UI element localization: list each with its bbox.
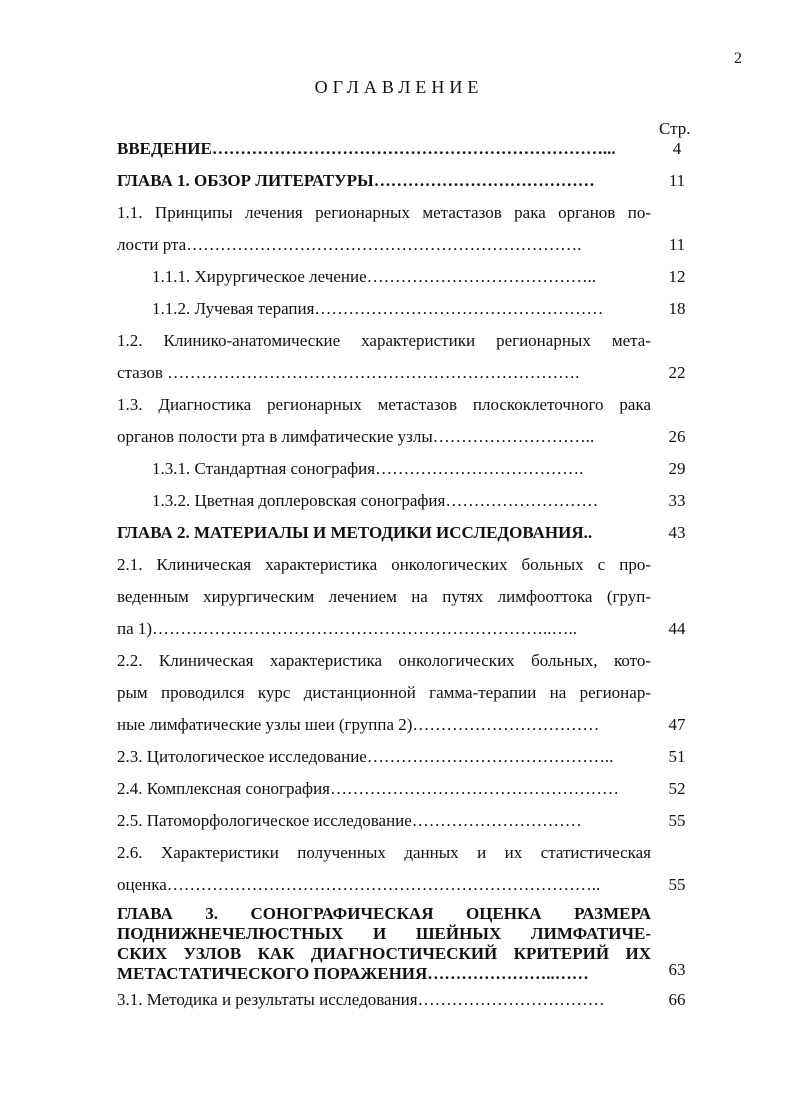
toc-entry-text: ВВЕДЕНИЕ……………………………………………………………... (117, 139, 616, 158)
toc-entry (0, 489, 798, 513)
toc-entry-page: 4 (672, 139, 682, 158)
toc-entry (0, 841, 798, 865)
toc-entry (0, 329, 798, 353)
toc-entry (0, 681, 798, 705)
toc-entry-text: органов полости рта в лимфатические узлы……………………….. (117, 427, 595, 446)
toc-entry-text: 2.1. Клиническая характеристика онкологических больных с про- (117, 555, 651, 574)
toc-entry-text: 2.2. Клиническая характеристика онкологических больных, кото- (117, 651, 651, 670)
toc-entry-page: 22 (668, 363, 686, 382)
toc-entry (0, 265, 798, 289)
toc-entry (0, 169, 798, 193)
toc-entry (0, 457, 798, 481)
toc-entry-page: 43 (668, 523, 686, 542)
toc-entry-page: 12 (668, 267, 686, 286)
toc-entry-text: 1.2. Клинико-анатомические характеристики регионарных мета- (117, 331, 651, 350)
toc-entry-text: МЕТАСТАТИЧЕСКОГО ПОРАЖЕНИЯ…………………..…… (117, 964, 589, 983)
toc-entry-text: стазов ………………………………………………………………. (117, 363, 580, 382)
toc-entry-text: лости рта……………………………………………………………. (117, 235, 582, 254)
toc-entry-text: 1.1.1. Хирургическое лечение………………………………….. (152, 267, 597, 286)
toc-entry (0, 988, 798, 1012)
toc-entry (0, 924, 798, 944)
toc-entry (0, 425, 798, 449)
toc-entry-text: 1.1. Принципы лечения регионарных метастазов рака органов по- (117, 203, 651, 222)
toc-entry-text: ные лимфатические узлы шеи (группа 2)…………………………… (117, 715, 600, 734)
page-column-label: Стр. (659, 119, 691, 138)
toc-entry-text: ПОДНИЖНЕЧЕЛЮСТНЫХ И ШЕЙНЫХ ЛИМФАТИЧЕ- (117, 924, 651, 943)
toc-entry (0, 904, 798, 924)
toc-entry-page: 66 (668, 990, 686, 1009)
toc-entry-page: 11 (668, 235, 686, 254)
toc-entry-text: 2.4. Комплексная сонография…………………………………………… (117, 779, 619, 798)
toc-entry-page: 18 (668, 299, 686, 318)
toc-entry (0, 617, 798, 641)
toc-entry-text: 2.6. Характеристики полученных данных и их статистическая (117, 843, 651, 862)
toc-entry-text: оценка………………………………………………………………….. (117, 875, 601, 894)
toc-entry-text: СКИХ УЗЛОВ КАК ДИАГНОСТИЧЕСКИЙ КРИТЕРИЙ ИХ (117, 944, 651, 963)
toc-entry-text: рым проводился курс дистанционной гамма-терапии на регионар- (117, 683, 651, 702)
toc-entry-page: 51 (668, 747, 686, 766)
toc-entry-page: 29 (668, 459, 686, 478)
toc-entry-page: 55 (668, 875, 686, 894)
toc-entry-text: 1.3. Диагностика регионарных метастазов плоскоклеточного рака (117, 395, 651, 414)
toc-entry-page: 11 (668, 171, 686, 190)
toc-entry (0, 873, 798, 897)
toc-entry (0, 137, 798, 161)
toc-entry (0, 393, 798, 417)
toc-entry (0, 745, 798, 769)
toc-entry-text: ГЛАВА 3. СОНОГРАФИЧЕСКАЯ ОЦЕНКА РАЗМЕРА (117, 904, 651, 923)
toc-entry-text: 1.1.2. Лучевая терапия…………………………………………… (152, 299, 604, 318)
toc-entry (0, 201, 798, 225)
toc-entry-page: 26 (668, 427, 686, 446)
toc-entry-page: 47 (668, 715, 686, 734)
toc-entry-page: 52 (668, 779, 686, 798)
toc-entry-text: 3.1. Методика и результаты исследования…………………………… (117, 990, 605, 1009)
toc-entry (0, 521, 798, 545)
toc-entry-page: 55 (668, 811, 686, 830)
toc-entry-page: 44 (668, 619, 686, 638)
toc-entry-text: ГЛАВА 1. ОБЗОР ЛИТЕРАТУРЫ………………………………… (117, 171, 595, 190)
toc-entry (0, 361, 798, 385)
toc-entry-text: па 1)……………………………………………………………..….. (117, 619, 578, 638)
toc-entry (0, 960, 798, 984)
toc-entry-text: веденным хирургическим лечением на путях лимфооттока (груп- (117, 587, 651, 606)
toc-entry-page: 33 (668, 491, 686, 510)
toc-entry (0, 585, 798, 609)
toc-entry-text: 2.5. Патоморфологическое исследование………………………… (117, 811, 582, 830)
toc-entry (0, 713, 798, 737)
page-number: 2 (734, 50, 742, 67)
toc-entry-text: 2.3. Цитологическое исследование…………………………………….. (117, 747, 614, 766)
toc-entry (0, 649, 798, 673)
toc-entry-text: 1.3.2. Цветная доплеровская сонография……………………… (152, 491, 599, 510)
toc-entry-page: 63 (668, 960, 686, 979)
toc-entry (0, 809, 798, 833)
toc-entry (0, 233, 798, 257)
toc-entry (0, 297, 798, 321)
toc-entry (0, 553, 798, 577)
toc-entry-text: 1.3.1. Стандартная сонография………………………………. (152, 459, 584, 478)
page-title: ОГЛАВЛЕНИЕ (314, 77, 484, 97)
toc-entry-text: ГЛАВА 2. МАТЕРИАЛЫ И МЕТОДИКИ ИССЛЕДОВАНИЯ.. (117, 523, 593, 542)
toc-entry (0, 777, 798, 801)
